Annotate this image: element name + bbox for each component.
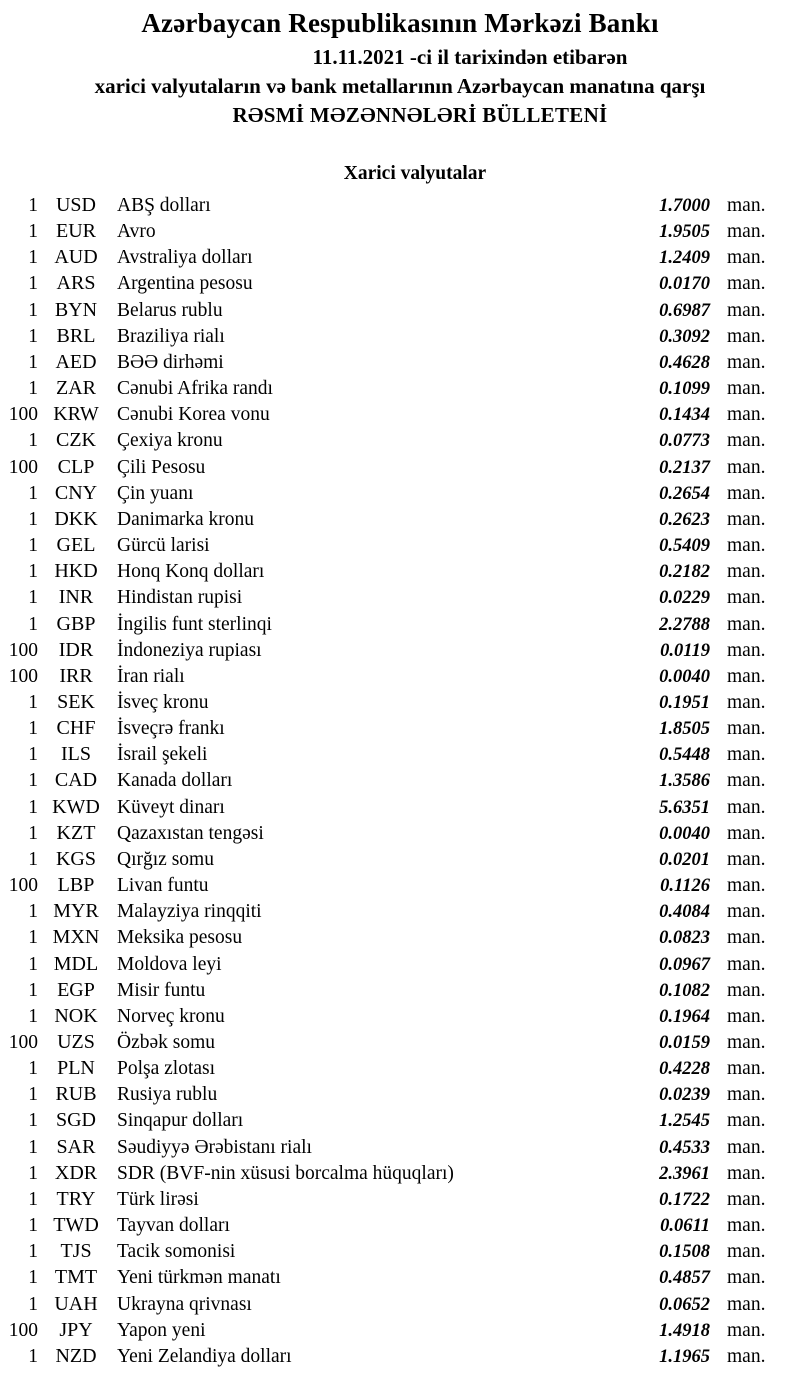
quantity-cell: 1 <box>28 587 38 609</box>
rates-table <box>0 192 800 1369</box>
rate-value-cell: 0.2623 <box>659 509 710 530</box>
currency-name-cell: İsveçrə frankı <box>117 718 225 740</box>
table-row <box>0 1238 800 1264</box>
unit-label-cell: man. <box>727 1110 766 1132</box>
unit-label-cell: man. <box>727 325 766 347</box>
currency-code-cell: TJS <box>60 1240 92 1263</box>
unit-label-cell: man. <box>727 404 766 426</box>
quantity-cell: 1 <box>28 927 38 949</box>
currency-name-cell: Özbək somu <box>117 1032 216 1053</box>
rate-value-cell: 0.1964 <box>659 1006 710 1027</box>
unit-label-cell: man. <box>727 1084 766 1106</box>
table-row <box>0 375 800 401</box>
currency-code-cell: INR <box>58 586 94 609</box>
table-row <box>0 1291 800 1317</box>
table-row <box>0 924 800 950</box>
subject-line: xarici valyutaların və bank metallarının Azərbaycan manatına qarşı <box>94 74 706 98</box>
quantity-cell: 1 <box>28 718 38 740</box>
quantity-cell: 1 <box>28 1110 38 1132</box>
table-row <box>0 1055 800 1081</box>
table-row <box>0 1029 800 1055</box>
quantity-cell: 1 <box>28 561 38 583</box>
rate-value-cell: 0.6987 <box>659 300 710 321</box>
unit-label-cell: man. <box>727 1319 766 1341</box>
unit-label-cell: man. <box>727 430 766 452</box>
rate-value-cell: 0.1951 <box>659 692 710 713</box>
table-row <box>0 767 800 793</box>
bulletin-title: RƏSMİ MƏZƏNNƏLƏRİ BÜLLETENİ <box>232 103 608 127</box>
table-row <box>0 1317 800 1343</box>
currency-code-cell: KWD <box>52 795 100 818</box>
quantity-cell: 1 <box>28 1215 38 1237</box>
table-row <box>0 558 800 584</box>
quantity-cell: 1 <box>28 378 38 400</box>
unit-label-cell: man. <box>727 247 766 269</box>
currency-name-cell: Yeni Zelandiya dolları <box>117 1345 292 1367</box>
currency-name-cell: İngilis funt sterlinqi <box>117 613 272 635</box>
currency-name-cell: BƏƏ dirhəmi <box>117 351 224 373</box>
quantity-cell: 1 <box>28 953 38 975</box>
unit-label-cell: man. <box>727 953 766 975</box>
unit-label-cell: man. <box>727 1293 766 1315</box>
quantity-cell: 1 <box>28 1084 38 1106</box>
quantity-cell: 1 <box>28 1136 38 1158</box>
unit-label-cell: man. <box>727 378 766 400</box>
rate-value-cell: 0.5448 <box>659 745 710 766</box>
rate-value-cell: 1.4918 <box>659 1320 710 1341</box>
unit-label-cell: man. <box>727 1032 766 1053</box>
quantity-cell: 1 <box>28 744 38 766</box>
table-row <box>0 715 800 741</box>
unit-label-cell: man. <box>727 587 766 609</box>
quantity-cell: 1 <box>28 822 38 844</box>
table-row <box>0 1212 800 1238</box>
rate-value-cell: 0.1082 <box>659 980 710 1001</box>
currency-name-cell: Argentina pesosu <box>117 273 253 295</box>
table-row <box>0 663 800 689</box>
table-row <box>0 506 800 532</box>
currency-code-cell: HKD <box>54 560 98 583</box>
unit-label-cell: man. <box>727 456 766 478</box>
currency-name-cell: Norveç kronu <box>117 1005 225 1027</box>
currency-code-cell: UAH <box>54 1292 98 1315</box>
quantity-cell: 1 <box>28 979 38 1001</box>
currency-name-cell: Cənubi Korea vonu <box>117 404 270 426</box>
unit-label-cell: man. <box>727 718 766 740</box>
rate-value-cell: 0.5409 <box>659 536 710 557</box>
currency-code-cell: KRW <box>53 403 99 426</box>
table-row <box>0 1134 800 1160</box>
rate-value-cell: 1.9505 <box>659 222 710 243</box>
rate-value-cell: 0.4533 <box>659 1137 710 1158</box>
quantity-cell: 1 <box>28 247 38 269</box>
quantity-cell: 100 <box>8 404 38 426</box>
currency-code-cell: AUD <box>54 246 98 269</box>
currency-code-cell: MXN <box>52 926 100 949</box>
quantity-cell: 100 <box>8 639 38 661</box>
unit-label-cell: man. <box>727 482 766 504</box>
currency-code-cell: GBP <box>56 612 96 635</box>
currency-name-cell: Moldova leyi <box>117 953 222 975</box>
quantity-cell: 1 <box>28 351 38 373</box>
unit-label-cell: man. <box>727 875 766 897</box>
rate-value-cell: 0.0967 <box>659 954 710 975</box>
rate-value-cell: 5.6351 <box>659 797 710 818</box>
currency-code-cell: CAD <box>54 769 98 792</box>
currency-name-cell: Qazaxıstan tengəsi <box>117 822 264 844</box>
table-row <box>0 1264 800 1290</box>
unit-label-cell: man. <box>727 351 766 373</box>
rate-value-cell: 0.0773 <box>659 431 710 452</box>
currency-name-cell: ABŞ dolları <box>117 195 211 216</box>
rate-value-cell: 1.3586 <box>659 771 710 792</box>
currency-code-cell: NOK <box>54 1004 98 1027</box>
unit-label-cell: man. <box>727 299 766 321</box>
currency-name-cell: Polşa zlotası <box>117 1058 216 1080</box>
table-row <box>0 977 800 1003</box>
unit-label-cell: man. <box>727 1005 766 1027</box>
rate-value-cell: 1.2409 <box>659 248 710 269</box>
quantity-cell: 1 <box>28 508 38 530</box>
table-row <box>0 637 800 663</box>
currency-code-cell: ILS <box>61 743 91 766</box>
rate-value-cell: 1.7000 <box>659 196 710 216</box>
quantity-cell: 1 <box>28 325 38 347</box>
table-row <box>0 741 800 767</box>
rate-value-cell: 0.0652 <box>659 1294 710 1315</box>
currency-code-cell: KGS <box>55 847 96 870</box>
table-row <box>0 532 800 558</box>
unit-label-cell: man. <box>727 195 766 216</box>
rate-value-cell: 0.0201 <box>659 849 710 870</box>
currency-code-cell: USD <box>55 194 96 216</box>
currency-code-cell: SEK <box>57 690 95 713</box>
currency-code-cell: TWD <box>53 1214 99 1237</box>
quantity-cell: 1 <box>28 901 38 923</box>
quantity-cell: 1 <box>28 430 38 452</box>
effective-date-line: 11.11.2021 -ci il tarixindən etibarən <box>312 45 628 69</box>
currency-name-cell: İsveç kronu <box>117 691 209 713</box>
unit-label-cell: man. <box>727 744 766 766</box>
rate-value-cell: 0.1434 <box>659 405 710 426</box>
currency-name-cell: Avstraliya dolları <box>117 247 253 269</box>
unit-label-cell: man. <box>727 1162 766 1184</box>
quantity-cell: 1 <box>28 691 38 713</box>
rate-value-cell: 0.1722 <box>659 1189 710 1210</box>
quantity-cell: 1 <box>28 535 38 557</box>
rate-value-cell: 1.8505 <box>659 719 710 740</box>
quantity-cell: 1 <box>28 1293 38 1315</box>
rate-value-cell: 0.4857 <box>659 1268 710 1289</box>
rate-value-cell: 0.4228 <box>659 1059 710 1080</box>
rate-value-cell: 0.0170 <box>659 274 710 295</box>
currency-name-cell: Malayziya rinqqiti <box>117 901 262 923</box>
currency-name-cell: İran rialı <box>117 665 185 687</box>
currency-name-cell: Livan funtu <box>117 875 209 897</box>
table-row <box>0 323 800 349</box>
table-row <box>0 270 800 296</box>
unit-label-cell: man. <box>727 273 766 295</box>
table-row <box>0 584 800 610</box>
table-row <box>0 427 800 453</box>
table-row <box>0 820 800 846</box>
rate-value-cell: 0.0040 <box>659 666 710 687</box>
rate-value-cell: 0.0119 <box>660 640 710 661</box>
table-row <box>0 480 800 506</box>
currency-name-cell: Rusiya rublu <box>117 1084 218 1106</box>
currency-code-cell: RUB <box>55 1083 97 1106</box>
unit-label-cell: man. <box>727 822 766 844</box>
currency-code-cell: CHF <box>56 717 96 740</box>
currency-code-cell: CZK <box>56 429 96 452</box>
currency-name-cell: Səudiyyə Ərəbistanı rialı <box>117 1136 312 1158</box>
quantity-cell: 100 <box>8 1032 38 1053</box>
table-row <box>0 349 800 375</box>
quantity-cell: 1 <box>28 1188 38 1210</box>
currency-code-cell: TMT <box>54 1266 98 1289</box>
unit-label-cell: man. <box>727 1345 766 1367</box>
currency-code-cell: UZS <box>57 1031 95 1053</box>
unit-label-cell: man. <box>727 1058 766 1080</box>
unit-label-cell: man. <box>727 561 766 583</box>
quantity-cell: 1 <box>28 221 38 243</box>
quantity-cell: 1 <box>28 1058 38 1080</box>
quantity-cell: 1 <box>28 273 38 295</box>
table-row <box>0 192 800 218</box>
unit-label-cell: man. <box>727 1267 766 1289</box>
table-row <box>0 218 800 244</box>
rate-value-cell: 2.2788 <box>659 614 710 635</box>
currency-name-cell: Hindistan rupisi <box>117 587 243 609</box>
currency-code-cell: IDR <box>58 638 94 661</box>
rate-value-cell: 0.2137 <box>659 457 710 478</box>
rate-value-cell: 0.4628 <box>659 352 710 373</box>
quantity-cell: 1 <box>28 1241 38 1263</box>
currency-name-cell: Qırğız somu <box>117 848 214 870</box>
currency-code-cell: AED <box>55 350 97 373</box>
unit-label-cell: man. <box>727 848 766 870</box>
currency-code-cell: KZT <box>56 821 96 844</box>
rate-value-cell: 0.0229 <box>659 588 710 609</box>
currency-name-cell: Tayvan dolları <box>117 1215 230 1237</box>
unit-label-cell: man. <box>727 1136 766 1158</box>
table-row <box>0 794 800 820</box>
quantity-cell: 1 <box>28 299 38 321</box>
unit-label-cell: man. <box>727 979 766 1001</box>
quantity-cell: 100 <box>8 1319 38 1341</box>
currency-name-cell: Sinqapur dolları <box>117 1110 244 1132</box>
currency-code-cell: NZD <box>55 1344 97 1367</box>
currency-name-cell: Meksika pesosu <box>117 927 243 949</box>
currency-code-cell: BRL <box>56 324 96 347</box>
quantity-cell: 1 <box>28 482 38 504</box>
unit-label-cell: man. <box>727 1215 766 1237</box>
currency-name-cell: Braziliya rialı <box>117 325 225 347</box>
currency-code-cell: BYN <box>54 298 98 321</box>
rate-value-cell: 0.0040 <box>659 823 710 844</box>
unit-label-cell: man. <box>727 508 766 530</box>
rate-value-cell: 1.2545 <box>659 1111 710 1132</box>
currency-name-cell: Avro <box>117 221 156 243</box>
currency-code-cell: ZAR <box>56 377 96 400</box>
currency-code-cell: TRY <box>56 1187 96 1210</box>
currency-name-cell: İndoneziya rupiası <box>117 639 262 661</box>
quantity-cell: 100 <box>8 875 38 897</box>
unit-label-cell: man. <box>727 691 766 713</box>
currency-name-cell: Çexiya kronu <box>117 430 223 452</box>
table-row <box>0 297 800 323</box>
currency-code-cell: ARS <box>56 272 96 295</box>
quantity-cell: 1 <box>28 195 38 216</box>
table-row <box>0 689 800 715</box>
rate-value-cell: 1.1965 <box>659 1346 710 1367</box>
currency-code-cell: PLN <box>57 1057 95 1080</box>
unit-label-cell: man. <box>727 770 766 792</box>
currency-name-cell: İsrail şekeli <box>117 744 208 766</box>
unit-label-cell: man. <box>727 665 766 687</box>
quantity-cell: 1 <box>28 1345 38 1367</box>
quantity-cell: 1 <box>28 1267 38 1289</box>
table-row <box>0 1003 800 1029</box>
quantity-cell: 1 <box>28 1005 38 1027</box>
currency-name-cell: Çin yuanı <box>117 482 194 504</box>
currency-code-cell: CNY <box>54 481 98 504</box>
currency-code-cell: EUR <box>56 220 96 243</box>
rate-value-cell: 0.2654 <box>659 483 710 504</box>
rate-value-cell: 0.0239 <box>659 1085 710 1106</box>
currency-code-cell: DKK <box>54 507 98 530</box>
table-row <box>0 951 800 977</box>
table-row <box>0 1343 800 1369</box>
currency-name-cell: Gürcü larisi <box>117 535 210 557</box>
rate-value-cell: 0.2182 <box>659 562 710 583</box>
currency-name-cell: Honq Konq dolları <box>117 561 265 583</box>
unit-label-cell: man. <box>727 221 766 243</box>
table-row <box>0 1107 800 1133</box>
currency-name-cell: Tacik somonisi <box>117 1241 236 1263</box>
rate-value-cell: 0.3092 <box>659 326 710 347</box>
currency-code-cell: SGD <box>55 1109 96 1132</box>
currency-code-cell: GEL <box>56 534 96 557</box>
quantity-cell: 1 <box>28 613 38 635</box>
rate-value-cell: 0.1508 <box>659 1242 710 1263</box>
table-row <box>0 611 800 637</box>
table-row <box>0 1186 800 1212</box>
currency-name-cell: Misir funtu <box>117 979 206 1001</box>
table-row <box>0 244 800 270</box>
rate-value-cell: 2.3961 <box>659 1163 710 1184</box>
unit-label-cell: man. <box>727 901 766 923</box>
currency-code-cell: MYR <box>53 900 99 923</box>
currency-name-cell: Belarus rublu <box>117 299 223 321</box>
currency-name-cell: Ukrayna qrivnası <box>117 1293 252 1315</box>
section-heading-foreign-currencies: Xarici valyutalar <box>343 163 487 184</box>
rate-value-cell: 0.0611 <box>660 1216 710 1237</box>
currency-code-cell: EGP <box>57 978 95 1001</box>
currency-code-cell: IRR <box>59 664 93 687</box>
unit-label-cell: man. <box>727 639 766 661</box>
table-row <box>0 454 800 480</box>
unit-label-cell: man. <box>727 535 766 557</box>
quantity-cell: 1 <box>28 1162 38 1184</box>
quantity-cell: 1 <box>28 796 38 818</box>
table-row <box>0 846 800 872</box>
currency-name-cell: SDR (BVF-nin xüsusi borcalma hüquqları) <box>117 1162 454 1184</box>
unit-label-cell: man. <box>727 1188 766 1210</box>
quantity-cell: 100 <box>8 665 38 687</box>
quantity-cell: 1 <box>28 848 38 870</box>
table-row <box>0 872 800 898</box>
rate-value-cell: 0.0823 <box>659 928 710 949</box>
currency-code-cell: LBP <box>57 874 95 897</box>
unit-label-cell: man. <box>727 1241 766 1263</box>
rate-value-cell: 0.4084 <box>659 902 710 923</box>
rate-value-cell: 0.0159 <box>659 1033 710 1053</box>
table-row <box>0 1160 800 1186</box>
table-row <box>0 898 800 924</box>
currency-name-cell: Danimarka kronu <box>117 508 254 530</box>
currency-name-cell: Yapon yeni <box>117 1319 206 1341</box>
currency-name-cell: Türk lirəsi <box>117 1188 199 1210</box>
currency-code-cell: SAR <box>56 1135 96 1158</box>
currency-name-cell: Çili Pesosu <box>117 456 206 478</box>
currency-name-cell: Cənubi Afrika randı <box>117 378 273 400</box>
unit-label-cell: man. <box>727 613 766 635</box>
currency-code-cell: JPY <box>59 1318 93 1341</box>
table-row <box>0 401 800 427</box>
currency-name-cell: Küveyt dinarı <box>117 796 225 818</box>
unit-label-cell: man. <box>727 796 766 818</box>
quantity-cell: 100 <box>8 456 38 478</box>
currency-name-cell: Yeni türkmən manatı <box>117 1267 281 1289</box>
currency-code-cell: MDL <box>53 952 99 975</box>
unit-label-cell: man. <box>727 927 766 949</box>
quantity-cell: 1 <box>28 770 38 792</box>
rate-value-cell: 0.1099 <box>659 379 710 400</box>
currency-code-cell: CLP <box>57 455 95 478</box>
bank-title: Azərbaycan Respublikasının Mərkəzi Bankı <box>141 8 659 38</box>
currency-name-cell: Kanada dolları <box>117 770 233 792</box>
table-row <box>0 1081 800 1107</box>
currency-code-cell: XDR <box>54 1161 98 1184</box>
rate-value-cell: 0.1126 <box>660 876 710 897</box>
